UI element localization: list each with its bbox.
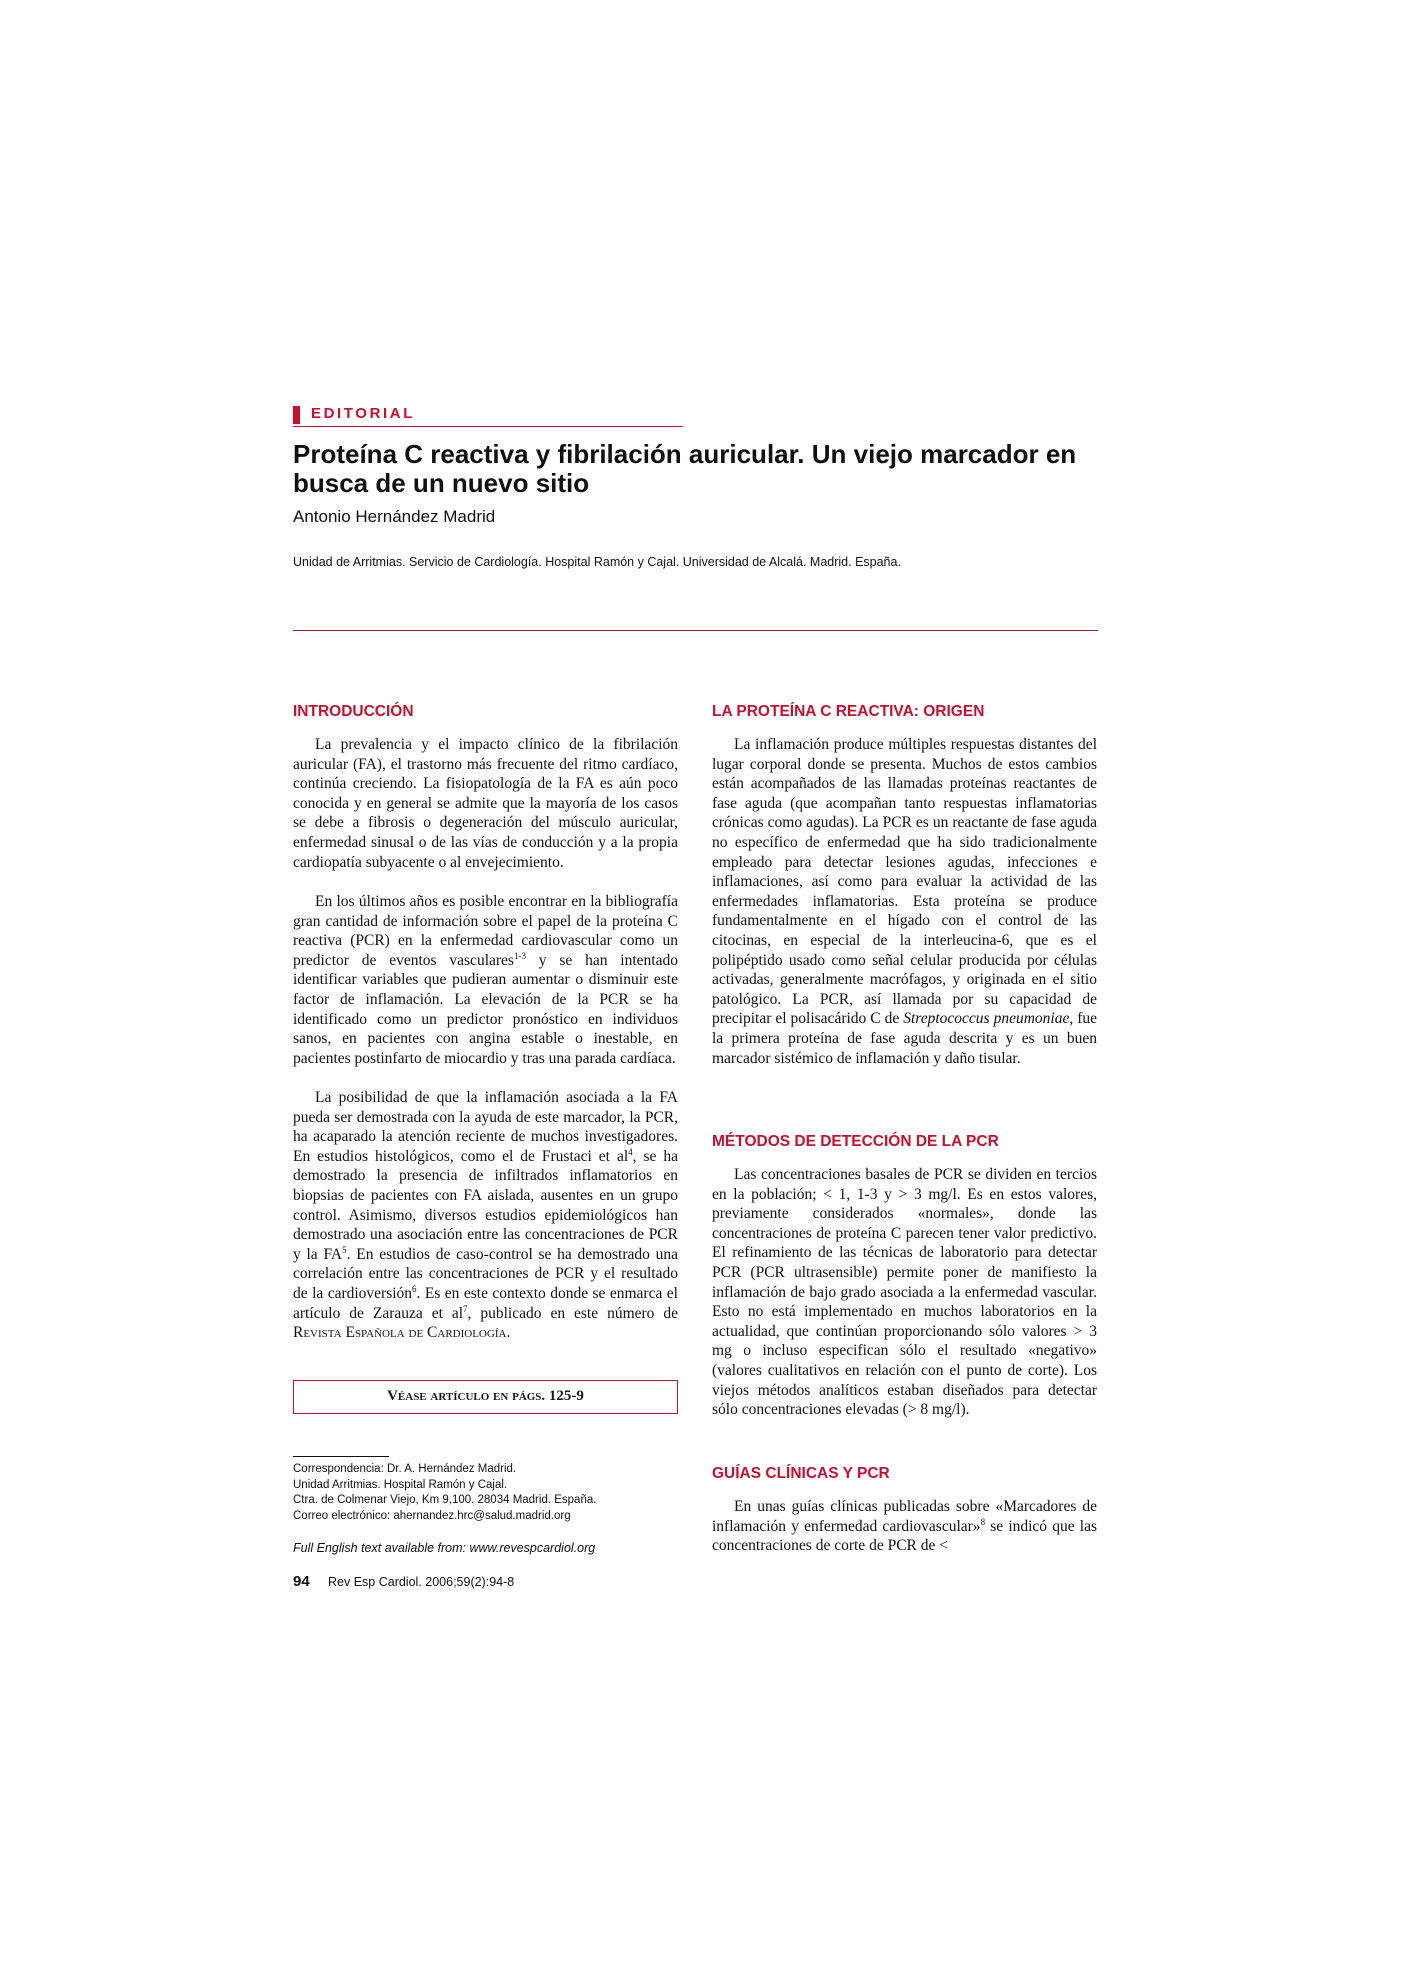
section-rule bbox=[293, 426, 683, 427]
paragraph-guias: En unas guías clínicas publicadas sobre «Marcadores de inflamación y enfermedad cardiovascular»$^8$ se indicó que las concentraciones de corte de PCR de < bbox=[712, 1498, 1097, 1555]
footnote-rule bbox=[293, 1456, 389, 1457]
affiliation: Unidad de Arritmias. Servicio de Cardiología. Hospital Ramón y Cajal. Universidad de Alcalá. Madrid. España. bbox=[293, 555, 901, 569]
section-label-text: EDITORIAL bbox=[311, 405, 415, 422]
page-number: 94 bbox=[293, 1573, 310, 1590]
citation-sup: 6 bbox=[412, 1283, 417, 1294]
citation-sup: 1-3 bbox=[513, 950, 526, 961]
species-name: Streptococcus pneumoniae bbox=[903, 1010, 1070, 1028]
paragraph-intro-1: La prevalencia y el impacto clínico de la fibrilación auricular (FA), el trastorno más frecuente del ritmo cardíaco, continúa creciendo. La fisiopatología de la FA es aún poco conocida y en general se admite que la mayoría de los casos se debe a fibrosis o degeneración del músculo auricular, enfermedad sinusal o de las vías de conducción y a la propia cardiopatía subyacente o al envejecimiento. bbox=[293, 736, 678, 871]
header-divider bbox=[293, 630, 1098, 631]
section-label bbox=[293, 405, 683, 427]
heading-proteina-origen: LA PROTEÍNA C REACTIVA: ORIGEN bbox=[712, 703, 985, 720]
citation-sup: 4 bbox=[628, 1146, 633, 1157]
correspondence-line: Ctra. de Colmenar Viejo, Km 9,100. 28034 Madrid. España. bbox=[293, 1494, 597, 1506]
see-article-box[interactable] bbox=[293, 1380, 678, 1414]
correspondence bbox=[293, 1462, 683, 1524]
paragraph-intro-2: En los últimos años es posible encontrar en la bibliografía gran cantidad de información sobre el papel de la proteína C reactiva (PCR) en la enfermedad cardiovascular como un predictor de eventos vasculares$^{1-3}$ y se han intentado identificar variables que pudieran aumentar o disminuir este factor de inflamación. La elevación de la PCR se ha identificado como un predictor pronóstico en individuos sanos, en pacientes con angina estable o inestable, en pacientes postinfarto de miocardio y tras una parada cardíaca. bbox=[293, 893, 678, 1067]
section-marker bbox=[293, 406, 300, 424]
paragraph-origen: La inflamación produce múltiples respuestas distantes del lugar corporal donde se presenta. Muchos de estos cambios están acompañados de las llamadas proteínas reactantes de fase aguda (que acompañan tanto respuestas inflamatorias crónicas como agudas). La PCR es un reactante de fase aguda no específico de enfermedad que ha sido tradicionalmente empleado para detectar lesiones agudas, infecciones e inflamaciones, así como para evaluar la actividad de las enfermedades inflamatorias. Esta proteína se produce fundamentalmente en el hígado con el control de las citocinas, en especial de la interleucina-6, que es el polipéptido usado como señal celular producida por células activadas, generalmente macrófagos, y originada en el sitio patológico. La PCR, así llamada por su capacidad de precipitar el polisacárido C de Streptococcus pneumoniae, fue la primera proteína de fase aguda descrita y es un buen marcador sistémico de inflamación y daño tisular. bbox=[712, 736, 1097, 1067]
citation-sup: 8 bbox=[980, 1516, 986, 1527]
journal-reference: Rev Esp Cardiol. 2006;59(2):94-8 bbox=[328, 1575, 515, 1589]
citation-sup: 5 bbox=[342, 1244, 347, 1255]
heading-metodos: MÉTODOS DE DETECCIÓN DE LA PCR bbox=[712, 1133, 999, 1150]
paragraph-metodos: Las concentraciones basales de PCR se dividen en tercios en la población; < 1, 1-3 y > 3 mg/l. Es en estos valores, previamente considerados «normales», donde las concentraciones de proteína C parecen tener valor predictivo. El refinamiento de las técnicas de laboratorio para detectar PCR (PCR ultrasensible) permite poner de manifiesto la inflamación de bajo grado asociada a la enfermedad vascular. Esto no está implementado en muchos laboratorios en la actualidad, que continúan proporcionando sólo valores > 3 mg o incluso especifican sólo el resultado «negativo» (valores cualitativos en relación con el punto de corte). Los viejos métodos analíticos estaban diseñados para detectar sólo concentraciones elevadas (> 8 mg/l). bbox=[712, 1166, 1097, 1419]
article-title: Proteína C reactiva y fibrilación auricular. Un viejo marcador en busca de un nuevo sitio bbox=[293, 439, 1077, 498]
correspondence-line: Correspondencia: Dr. A. Hernández Madrid. bbox=[293, 1463, 517, 1475]
paragraph-intro-3: La posibilidad de que la inflamación asociada a la FA pueda ser demostrada con la ayuda de este marcador, la PCR, ha acaparado la atención reciente de muchos investigadores. En estudios histológicos, como el de Frustaci et $al^4$, se ha demostrado la presencia de infiltrados inflamatorios en biopsias de pacientes con FA aislada, ausentes en un grupo control. Asimismo, diversos estudios epidemiológicos han demostrado una asociación entre las concentraciones de PCR y la $FA^5$. En estudios de caso-control se ha demostrado una correlación entre las concentraciones de PCR y el resultado de la cardioversión$^6$. Es en este contexto donde se enmarca el artículo de Zarauza et $al^7$, publicado en este número de Revista Española de Cardiología. bbox=[293, 1089, 678, 1342]
heading-guias: GUÍAS CLÍNICAS Y PCR bbox=[712, 1465, 890, 1482]
author: Antonio Hernández Madrid bbox=[293, 507, 496, 526]
journal-name: Revista Española de Cardiología bbox=[293, 1324, 507, 1342]
correspondence-email[interactable]: Correo electrónico: ahernandez.hrc@salud.madrid.org bbox=[293, 1509, 571, 1522]
correspondence-line: Unidad Arritmias. Hospital Ramón y Cajal. bbox=[293, 1478, 508, 1491]
english-text-note[interactable]: Full English text available from: www.revespcardiol.org bbox=[293, 1541, 596, 1555]
see-article-link[interactable]: Véase artículo en págs. 125-9 bbox=[387, 1388, 584, 1404]
citation-sup: 7 bbox=[463, 1303, 468, 1314]
heading-introduccion: INTRODUCCIÓN bbox=[293, 703, 414, 720]
